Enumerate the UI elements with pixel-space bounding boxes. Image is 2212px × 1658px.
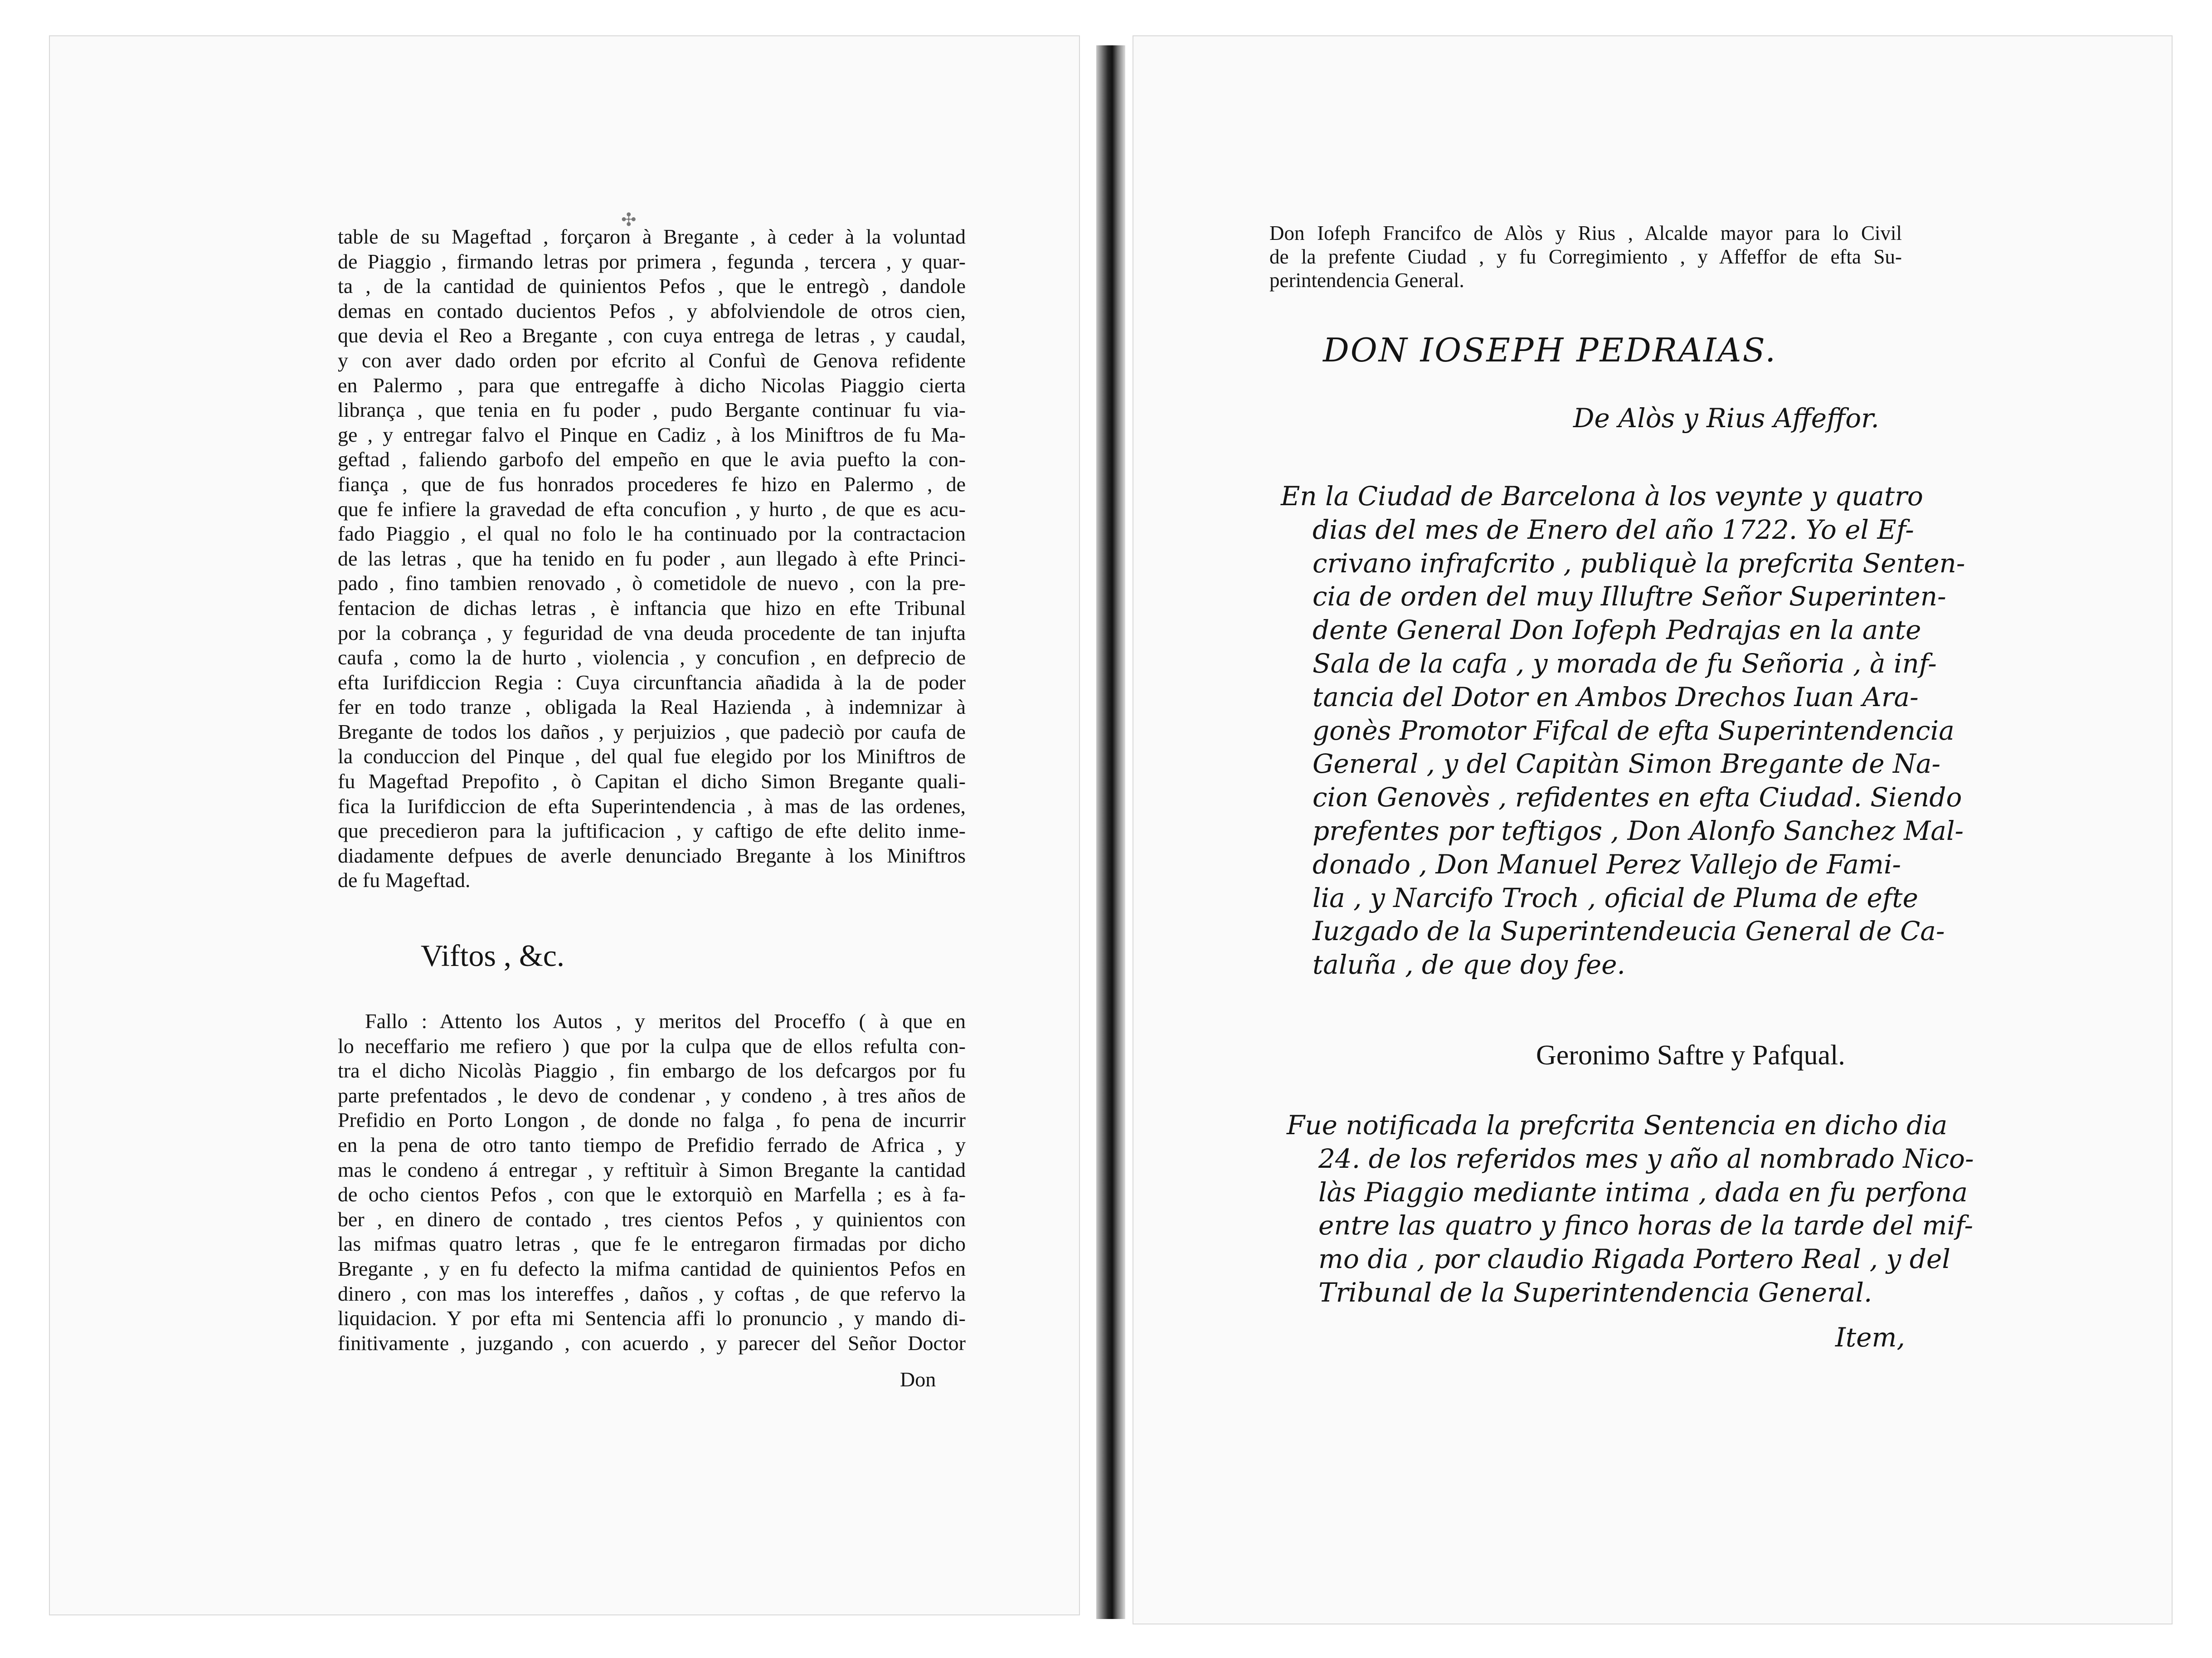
text-line: lo neceffario me refiero ) que por la culpa que de ellos refulta con-	[338, 1034, 966, 1058]
text-line: fentacion de dichas letras , è inftancia que hizo en efte Tribunal	[338, 596, 966, 619]
text-line: Fue notificada la prefcrita Sentencia en dicho dia	[1287, 1110, 1948, 1141]
text-line: cia de orden del muy Illuftre Señor Superinten-	[1313, 581, 1946, 612]
text-line: prefentes por teftigos , Don Alonfo Sanchez Mal-	[1313, 815, 1964, 846]
text-line: Iuzgado de la Superintendeucia General de Ca-	[1313, 916, 1945, 947]
text-line: en la pena de otro tanto tiempo de Prefidio ferrado de Africa , y	[338, 1133, 966, 1156]
vistos-heading: Viftos , &c.	[421, 938, 564, 973]
text-line: dente General Don Iofeph Pedrajas en la ante	[1313, 614, 1921, 646]
text-line: Tribunal de la Superintendencia General.	[1318, 1277, 1872, 1308]
text-line: en Palermo , para que entregaffe à dicho Nicolas Piaggio cierta	[338, 373, 966, 397]
official-header	[1269, 221, 1902, 292]
notification-text	[1287, 1109, 1974, 1310]
text-line: y con aver dado orden por efcrito al Confuì de Genova refidente	[338, 348, 966, 372]
text-line: que precedieron para la juftificacion , y caftigo de efte delito inme-	[338, 819, 966, 843]
text-line: de las letras , que ha tenido en fu poder , aun llegado à efte Princi-	[338, 546, 966, 570]
text-line: fu Mageftad Prepofito , ò Capitan el dicho Simon Bregante quali-	[338, 770, 966, 793]
text-line: dinero , con mas los intereffes , daños , y coftas , de que refervo la	[338, 1282, 966, 1305]
text-line: de ocho cientos Pefos , con que le extorquiò en Marfella ; es à fa-	[338, 1183, 966, 1206]
text-line: Bregante , y en fu defecto la mifma cantidad de quinientos Pefos en	[338, 1257, 966, 1280]
text-line: fiança , que de fus honrados procederes fe hizo en Palermo , de	[338, 472, 966, 496]
text-line: ta , de la cantidad de quinientos Pefos , que le entregò , dandole	[338, 274, 966, 298]
text-line: por la cobrança , y feguridad de vna deuda procedente de tan injufta	[338, 621, 966, 644]
text-line: General , y del Capitàn Simon Bregante de Na-	[1313, 748, 1941, 780]
text-line: de la prefente Ciudad , y fu Corregimiento , y Affeffor de efta Su-	[1269, 245, 1902, 268]
text-line: que fe infiere la gravedad de efta concufion , y hurto , de que es acu-	[338, 497, 966, 521]
text-line: las mifmas quatro letras , que fe le entregaron firmadas por dicho	[338, 1232, 966, 1256]
text-line: entre las quatro y finco horas de la tarde del mif-	[1318, 1210, 1974, 1241]
text-line: fado Piaggio , el qual no folo le ha continuado por la contractacion	[338, 522, 966, 546]
left-body-text	[338, 224, 966, 893]
text-line: làs Piaggio mediante intima , dada en fu perfona	[1318, 1176, 1968, 1208]
publication-certificate	[1281, 480, 1965, 982]
text-line: ber , en dinero de contado , tres cientos Pefos , y quinientos con	[338, 1207, 966, 1231]
catchword-right: Item,	[1835, 1322, 1905, 1353]
text-line: Fallo : Attento los Autos , y meritos del Proceffo ( à que en	[365, 1009, 966, 1033]
text-line: Don Iofeph Francifco de Alòs y Rius , Alcalde mayor para lo Civil	[1269, 222, 1902, 244]
text-line: fica la Iurifdiccion de efta Superintendencia , à mas de las ordenes,	[338, 794, 966, 818]
text-line: que devia el Reo a Bregante , con cuya entrega de letras , y caudal,	[338, 324, 966, 347]
text-line: de Piaggio , firmando letras por primera , fegunda , tercera , y quar-	[338, 249, 966, 273]
text-line: efta Iurifdiccion Regia : Cuya circunftancia añadida à la de poder	[338, 670, 966, 694]
text-line: finitivamente , juzgando , con acuerdo , y parecer del Señor Doctor	[338, 1331, 966, 1355]
judge-name: DON IOSEPH PEDRAIAS.	[1323, 331, 1777, 369]
book-gutter	[1096, 45, 1125, 1619]
text-line: diadamente defpues de averle denunciado Bregante à los Miniftros	[338, 844, 966, 867]
text-line: Bregante de todos los daños , y perjuizios , que padeciò por caufa de	[338, 720, 966, 743]
text-line: Prefidio en Porto Longon , de donde no falga , fo pena de incurrir	[338, 1108, 966, 1132]
text-line: gonès Promotor Fifcal de efta Superintendencia	[1313, 715, 1954, 746]
text-line: donado , Don Manuel Perez Vallejo de Fami-	[1313, 849, 1901, 880]
text-line: 24. de los referidos mes y año al nombrado Nico-	[1318, 1143, 1974, 1174]
ornament-icon: ✣	[621, 210, 637, 230]
catchword-left: Don	[900, 1368, 936, 1391]
text-line: tra el dicho Nicolàs Piaggio , fin embargo de los defcargos por fu	[338, 1059, 966, 1083]
text-line: librança , que tenia en fu poder , pudo Bergante continuar fu via-	[338, 398, 966, 422]
text-line: En la Ciudad de Barcelona à los veynte y quatro	[1281, 481, 1923, 512]
text-line: la conduccion del Pinque , del qual fue elegido por los Miniftros de	[338, 745, 966, 768]
text-line: fer en todo tranze , obligada la Real Hazienda , à indemnizar à	[338, 695, 966, 719]
text-line: crivano infrafcrito , publiquè la prefcrita Senten-	[1313, 547, 1965, 579]
text-line: pado , fino tambien renovado , ò cometidole de nuevo , con la pre-	[338, 571, 966, 595]
text-line: mo dia , por claudio Rigada Portero Real , y del	[1318, 1244, 1950, 1275]
text-line: perintendencia General.	[1269, 269, 1464, 292]
text-line: table de su Mageftad , forçaron à Bregante , à ceder à la voluntad	[338, 225, 966, 248]
text-line: ge , y entregar falvo el Pinque en Cadiz , à los Miniftros de fu Ma-	[338, 423, 966, 446]
assessor-signature: De Alòs y Rius Affeffor.	[1573, 403, 1879, 434]
text-line: mas le condeno á entregar , y reftituìr à Simon Bregante la cantidad	[338, 1158, 966, 1181]
text-line: liquidacion. Y por efta mi Sentencia affi lo pronuncio , y mando di-	[338, 1307, 966, 1330]
text-line: de fu Mageftad.	[338, 868, 471, 892]
text-line: Sala de la cafa , y morada de fu Señoria , à inf-	[1313, 648, 1937, 679]
notary-signature: Geronimo Saftre y Pafqual.	[1536, 1040, 1845, 1071]
text-line: dias del mes de Enero del año 1722. Yo el Ef-	[1313, 514, 1914, 545]
text-line: cion Genovès , refidentes en efta Ciudad. Siendo	[1313, 782, 1962, 813]
text-line: geftad , faliendo garbofo del empeño en que le avia puefto la con-	[338, 448, 966, 471]
text-line: parte prefentados , le devo de condenar , y condeno , à tres años de	[338, 1083, 966, 1107]
text-line: tancia del Dotor en Ambos Drechos Iuan Ara-	[1313, 681, 1919, 712]
text-line: lia , y Narcifo Troch , oficial de Pluma de efte	[1313, 882, 1918, 913]
text-line: taluña , de que doy fee.	[1313, 949, 1625, 980]
text-line: demas en contado ducientos Pefos , y abfolviendole de otros cien,	[338, 299, 966, 322]
text-line: caufa , como la de hurto , violencia , y concufion , en defprecio de	[338, 646, 966, 669]
sentence-text	[338, 1009, 966, 1356]
